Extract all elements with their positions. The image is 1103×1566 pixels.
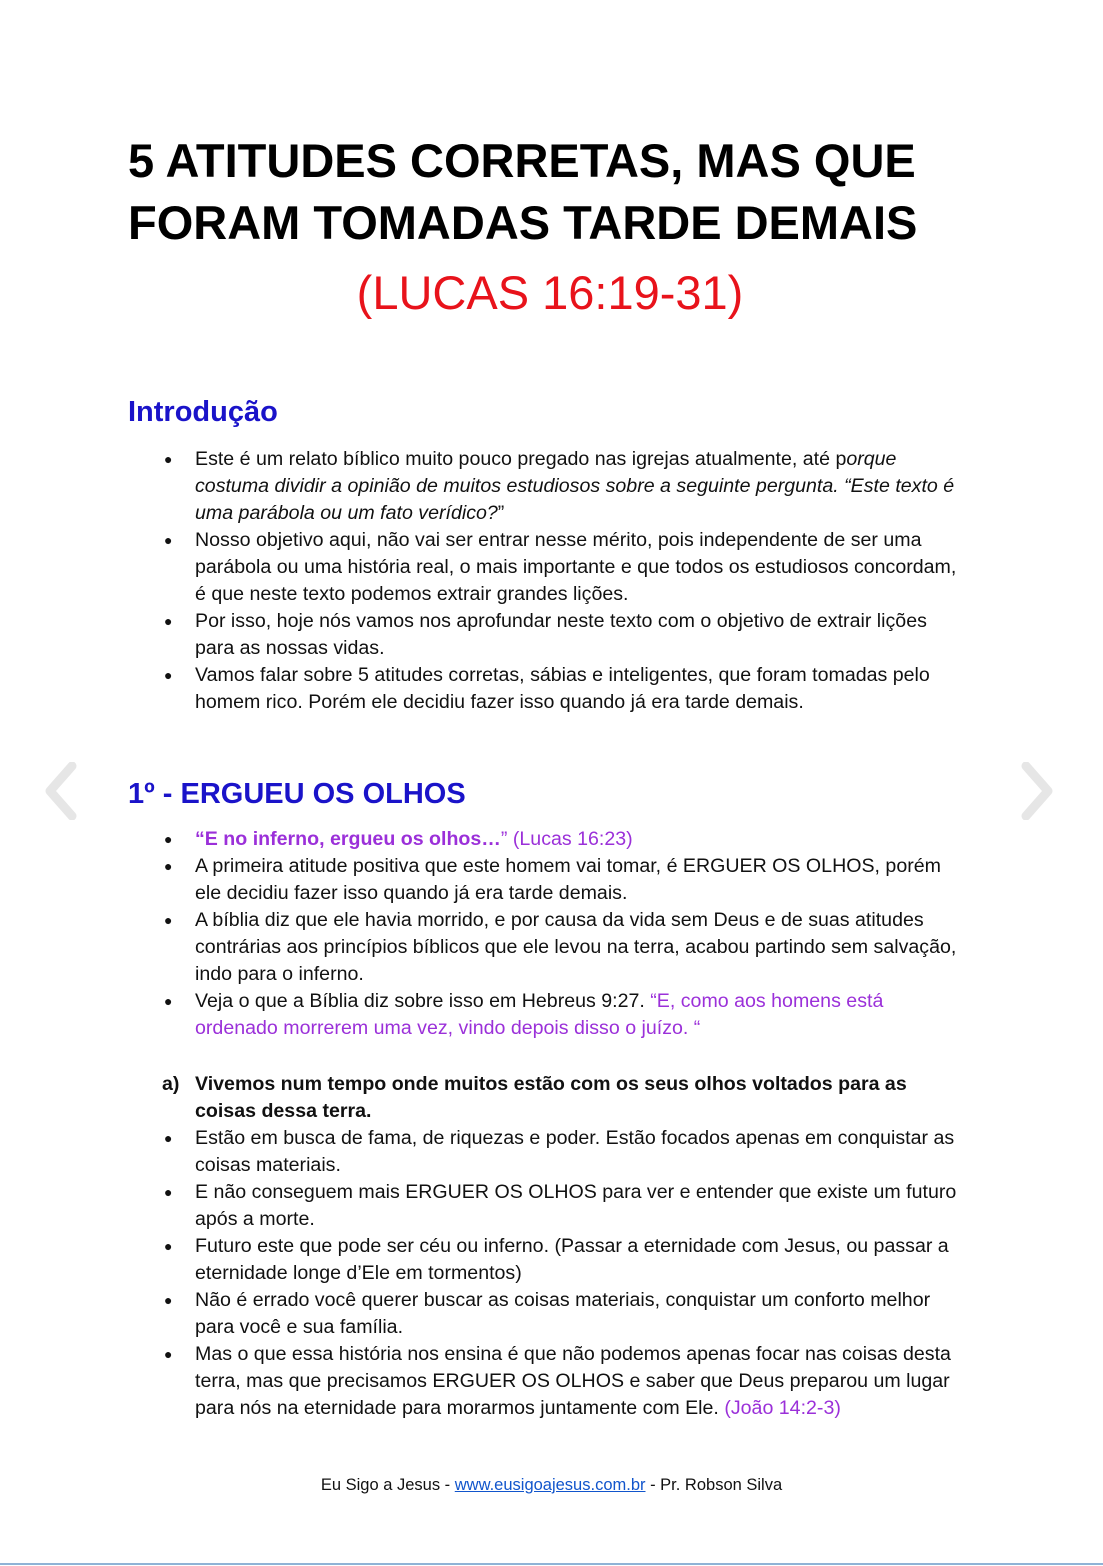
intro-list [158, 446, 970, 716]
hebrews-quote: “E, como aos homens está ordenado morrerem uma vez, vindo depois disso o juízo. “ [195, 990, 884, 1039]
chevron-right-icon [1020, 762, 1054, 820]
bullet-icon: ● [164, 1238, 173, 1254]
intro-item-1-italic: orque costuma dividir a opinião de muitos estudiosos sobre a seguinte pergunta. “Este texto é uma parábola ou um fato verídico? [195, 448, 955, 524]
list-item [158, 853, 970, 907]
section-1-item-2-text: A primeira atitude positiva que este homem vai tomar, é ERGUER OS OLHOS, porém ele decidiu fazer isso quando já era tarde demais. [195, 855, 941, 904]
section-1-item-3-text: A bíblia diz que ele havia morrido, e por causa da vida sem Deus e de suas atitudes contrárias aos princípios bíblicos que ele levou na terra, acabou partindo sem salvação, indo para o inferno. [195, 909, 957, 985]
subsection-a-text: Vivemos num tempo onde muitos estão com os seus olhos voltados para as coisas dessa terra. [195, 1073, 907, 1122]
list-item [158, 1179, 970, 1233]
section-1-list [158, 826, 970, 1042]
list-item [158, 662, 970, 716]
list-item [158, 1287, 970, 1341]
intro-item-4-text: Vamos falar sobre 5 atitudes corretas, sábias e inteligentes, que foram tomadas pelo homem rico. Porém ele decidiu fazer isso quando já era tarde demais. [195, 664, 930, 713]
page-title [128, 130, 988, 254]
footer-link[interactable]: www.eusigoajesus.com.br [454, 1476, 646, 1494]
sub-a-item-4-text: Não é errado você querer buscar as coisas materiais, conquistar um conforto melhor para você e sua família. [195, 1289, 931, 1338]
bullet-icon: ● [164, 613, 173, 629]
bullet-icon: ● [164, 912, 173, 928]
list-item [158, 608, 970, 662]
subsection-a-list [158, 1071, 970, 1422]
section-1-heading: 1º - ERGUEU OS OLHOS [128, 778, 466, 810]
list-item [158, 1125, 970, 1179]
section-1-item-4-text: Veja o que a Bíblia diz sobre isso em Hebreus 9:27. [195, 990, 651, 1012]
john-reference: (João 14:2-3) [724, 1397, 841, 1419]
page-bottom-border [0, 1563, 1103, 1565]
list-item [158, 527, 970, 608]
intro-item-1-tail: ” [497, 502, 505, 524]
chevron-left-icon [44, 762, 78, 820]
list-item [158, 826, 970, 853]
sub-a-item-2-text: E não conseguem mais ERGUER OS OLHOS para ver e entender que existe um futuro após a morte. [195, 1181, 957, 1230]
list-item [158, 907, 970, 988]
section-1-quote: “E no inferno, ergueu os olhos… [195, 828, 501, 850]
bullet-icon: ● [164, 1292, 173, 1308]
bullet-icon: ● [164, 451, 173, 467]
intro-heading: Introdução [128, 396, 278, 428]
intro-item-2-text: Nosso objetivo aqui, não vai ser entrar nesse mérito, pois independente de ser uma parábola ou uma história real, o mais importante e que todos os estudiosos concordam, é que neste texto podemos extrair grandes lições. [195, 529, 957, 605]
bullet-icon: ● [164, 1184, 173, 1200]
title-line-2: FORAM TOMADAS TARDE DEMAIS [128, 196, 918, 249]
bullet-icon: ● [164, 858, 173, 874]
intro-item-1-text: Este é um relato bíblico muito pouco pregado nas igrejas atualmente, até p [195, 448, 847, 470]
scripture-reference: (LUCAS 16:19-31) [356, 266, 744, 319]
list-item [158, 1341, 970, 1422]
bullet-icon: ● [164, 1346, 173, 1362]
page-footer [0, 1474, 1103, 1496]
next-page-button[interactable] [1020, 762, 1054, 820]
footer-prefix: Eu Sigo a Jesus - [320, 1476, 455, 1494]
previous-page-button[interactable] [44, 762, 78, 820]
footer-suffix: - Pr. Robson Silva [645, 1476, 783, 1494]
bullet-icon: ● [164, 532, 173, 548]
sub-a-item-5-text: Mas o que essa história nos ensina é que não podemos apenas focar nas coisas desta terra, mas que precisamos ERGUER OS OLHOS e saber que Deus preparou um lugar para nós na eternidade para morarmos juntamente com Ele. [195, 1343, 951, 1419]
sub-a-item-1-text: Estão em busca de fama, de riquezas e poder. Estão focados apenas em conquistar as coisas materiais. [195, 1127, 955, 1176]
list-item [158, 1233, 970, 1287]
list-item [158, 988, 970, 1042]
section-1-quote-ref: ” (Lucas 16:23) [500, 828, 633, 850]
intro-item-3-text: Por isso, hoje nós vamos nos aprofundar neste texto com o objetivo de extrair lições para as nossas vidas. [195, 610, 927, 659]
bullet-icon: ● [164, 667, 173, 683]
bullet-icon: ● [164, 1130, 173, 1146]
subsection-a-marker: a) [162, 1073, 180, 1095]
title-line-1: 5 ATITUDES CORRETAS, MAS QUE [128, 134, 916, 187]
bullet-icon: ● [164, 831, 173, 847]
bullet-icon: ● [164, 993, 173, 1009]
sub-a-item-3-text: Futuro este que pode ser céu ou inferno. (Passar a eternidade com Jesus, ou passar a eternidade longe d’Ele em tormentos) [195, 1235, 949, 1284]
subsection-a-heading [158, 1071, 970, 1125]
list-item [158, 446, 970, 527]
